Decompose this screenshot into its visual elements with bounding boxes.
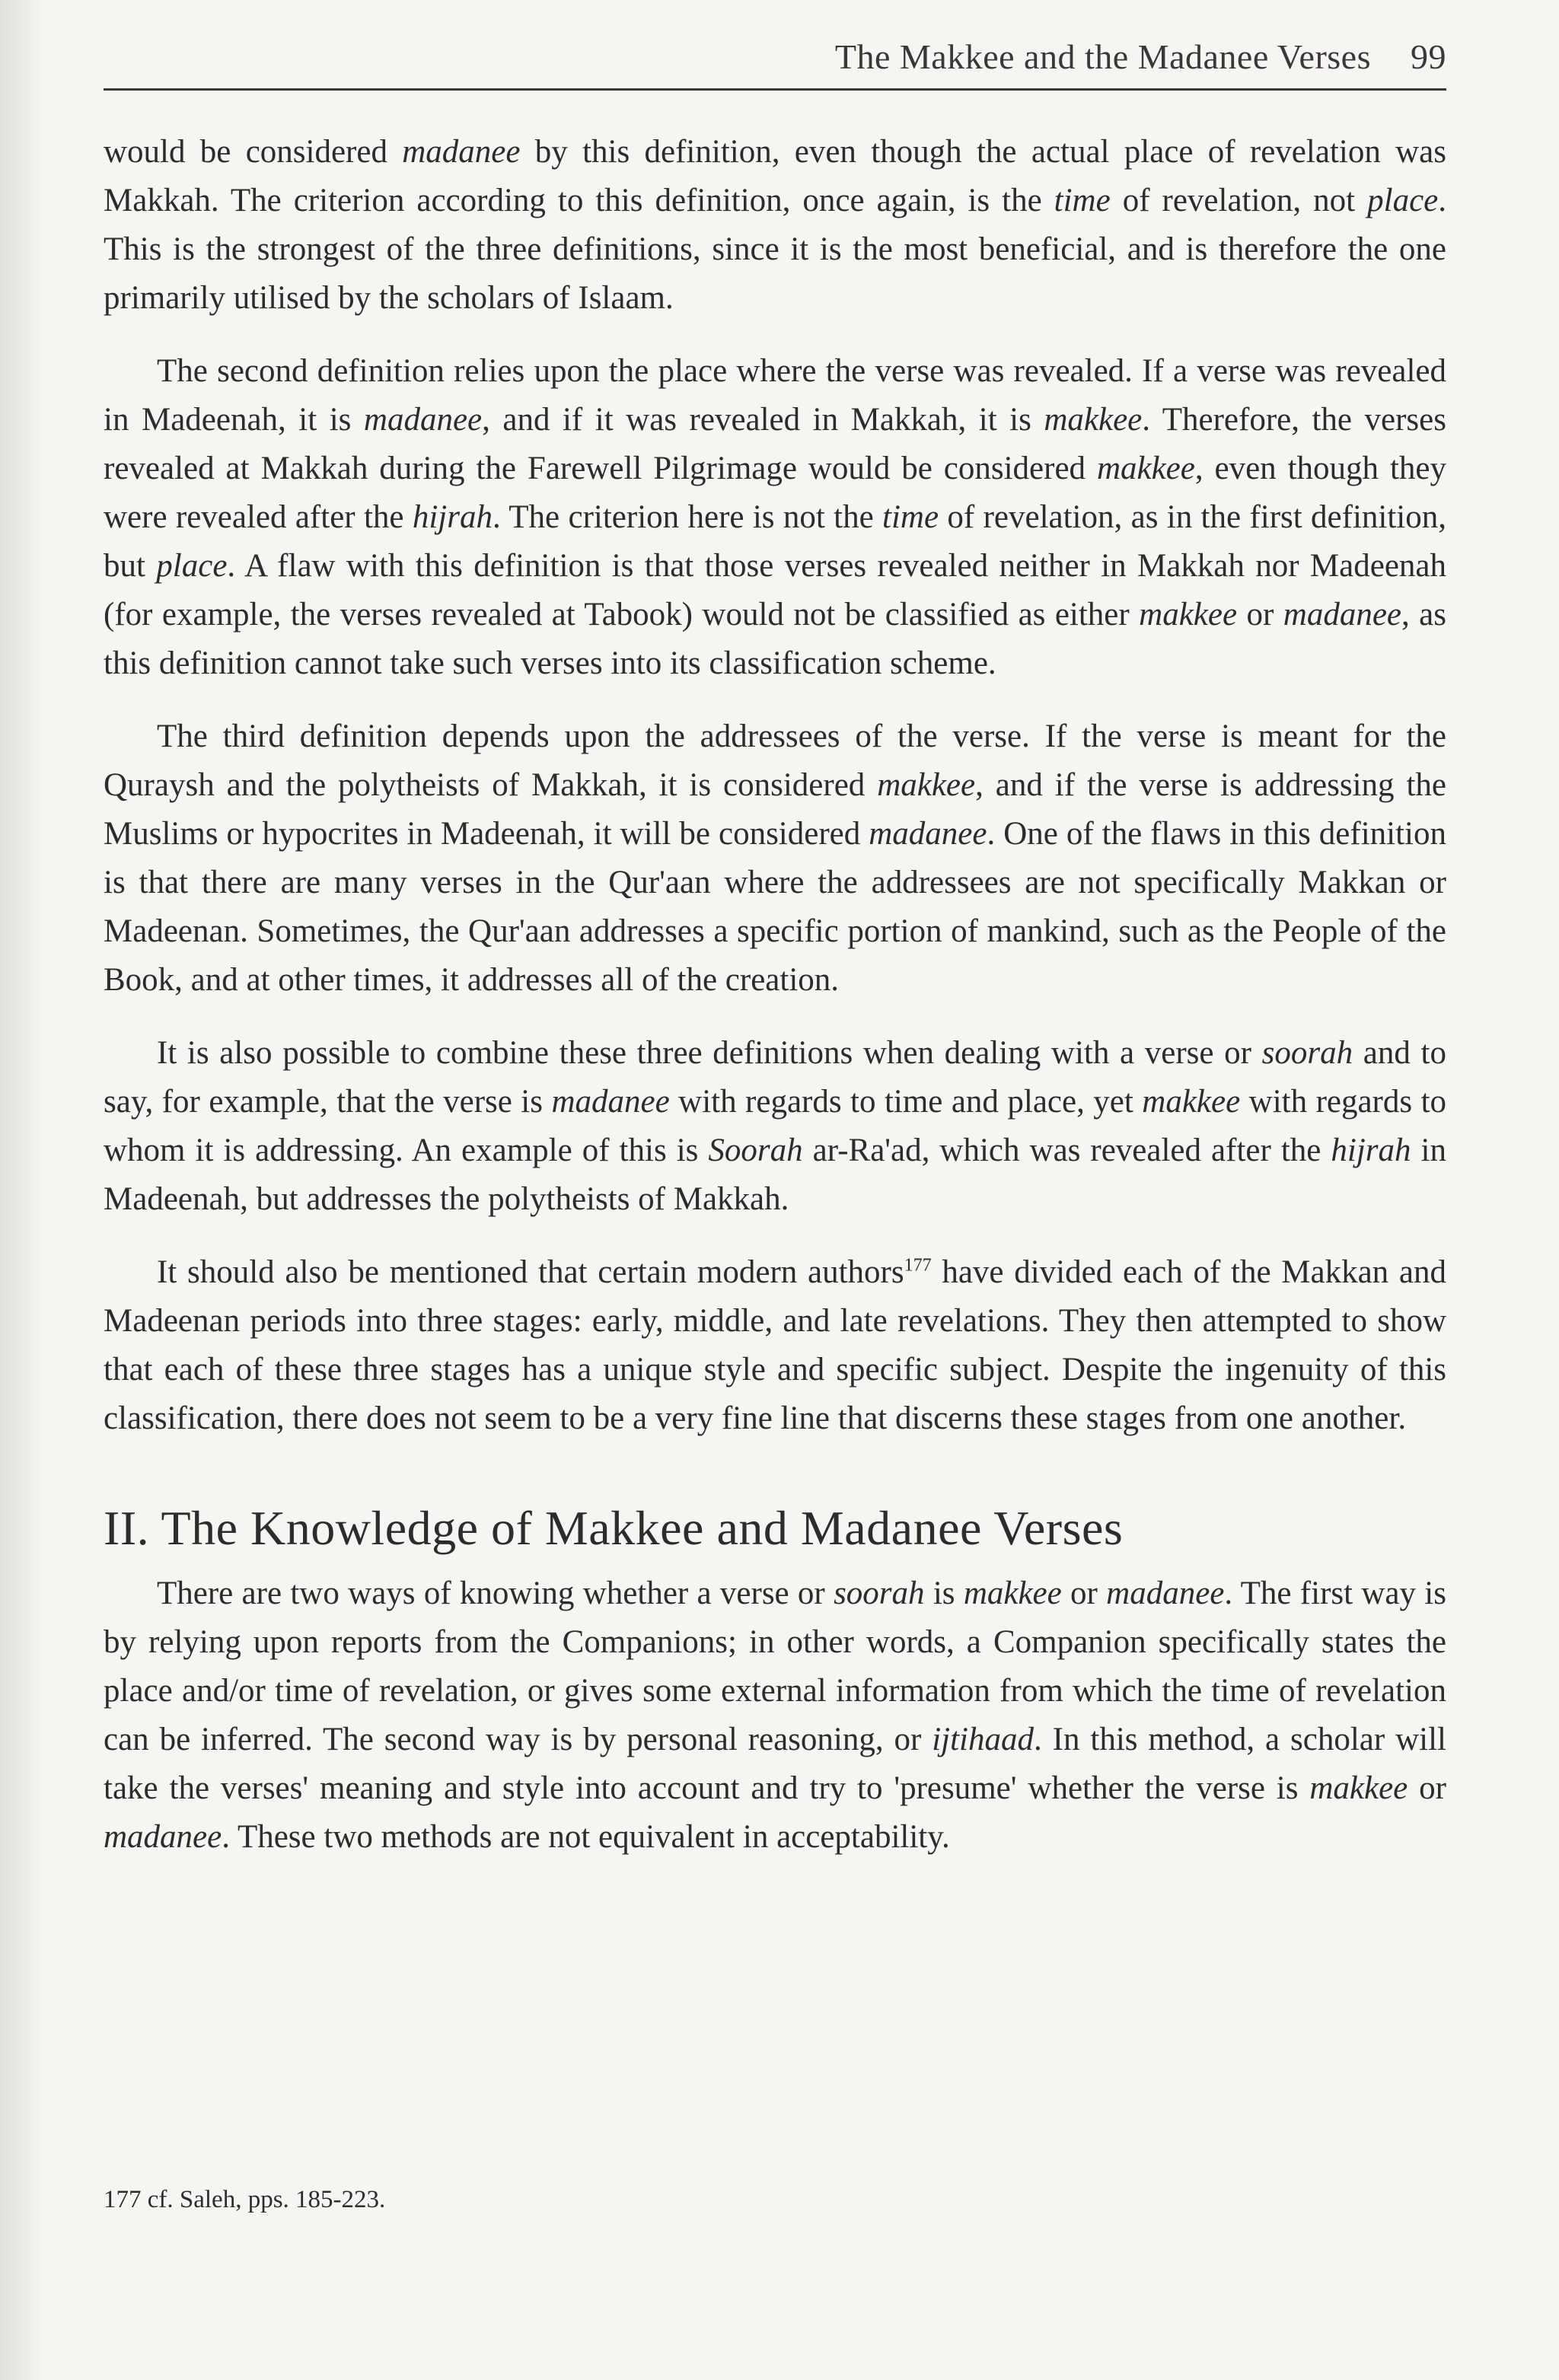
- italic-term: madanee: [104, 1819, 222, 1855]
- text-run: . The first way is by relying upon reports from the Companions; in other words, a Companion specifically states the place and/or time of revelation, or gives some external information from which the time of revelation can be inferred. The second way is by personal reasoning, or: [104, 1576, 1446, 1757]
- italic-term: place: [156, 548, 228, 584]
- text-run: , as this definition cannot take such verses into its classification scheme.: [104, 597, 1447, 681]
- text-run: and to say, for example, that the verse is: [104, 1035, 1446, 1120]
- italic-term: madanee: [1106, 1576, 1225, 1611]
- italic-term: madanee: [551, 1084, 670, 1120]
- paragraph-third-definition: [104, 712, 1446, 1005]
- text-run: or: [1061, 1576, 1107, 1611]
- text-run: with regards to whom it is addressing. An example of this is: [104, 1084, 1447, 1168]
- paragraph-knowledge-methods: [104, 1569, 1446, 1862]
- text-run: by this definition, even though the actual place of revelation was Makkah. The criterion according to this definition, once again, is the: [104, 134, 1446, 218]
- section-heading: II. The Knowledge of Makkee and Madanee Verses: [104, 1501, 1124, 1555]
- text-run: . A flaw with this definition is that those verses revealed neither in Makkah nor Madeenah (for example, the verses revealed at Tabook) would not be classified as either: [104, 548, 1446, 632]
- text-run: , and if it was revealed in Makkah, it is: [482, 402, 1044, 438]
- text-run: . These two methods are not equivalent in acceptability.: [222, 1819, 950, 1855]
- italic-term: time: [882, 499, 939, 535]
- text-run: or: [1408, 1770, 1446, 1806]
- text-run: ar-Ra'ad, which was revealed after the: [802, 1133, 1331, 1168]
- text-run: is: [924, 1576, 964, 1611]
- italic-term: hijrah: [1331, 1133, 1411, 1168]
- italic-term: madanee: [1283, 597, 1401, 632]
- text-run: . Therefore, the verses revealed at Makkah during the Farewell Pilgrimage would be considered: [104, 402, 1446, 486]
- page-body: [104, 128, 1446, 1886]
- italic-term: hijrah: [412, 499, 493, 535]
- italic-term: makkee: [1142, 1084, 1241, 1120]
- italic-term: makkee: [1096, 451, 1195, 486]
- text-run: of revelation, as in the first definition, but: [104, 499, 1446, 584]
- text-run: of revelation, not: [1110, 183, 1368, 218]
- italic-term: madanee: [869, 816, 987, 852]
- footnote-reference: 177: [904, 1255, 932, 1276]
- italic-term: soorah: [834, 1576, 925, 1611]
- text-run: with regards to time and place, yet: [669, 1084, 1143, 1120]
- text-run: would be considered: [104, 134, 403, 170]
- text-run: have divided each of the Makkan and Madeenan periods into three stages: early, middle, and late revelations. They then attempted to show that each of these three stages has a unique style and specific subject. Despite the ingenuity of this classification, there does not seem to be a very fine line that discerns these stages from one another.: [104, 1254, 1446, 1436]
- text-run: The second definition relies upon the place where the verse was revealed. If a verse was revealed in Madeenah, it is: [104, 353, 1446, 438]
- italic-term: makkee: [1309, 1770, 1408, 1806]
- italic-term: madanee: [363, 402, 483, 438]
- text-run: . The criterion here is not the: [492, 499, 883, 535]
- paragraph-modern-authors: [104, 1248, 1446, 1443]
- italic-term: makkee: [1139, 597, 1238, 632]
- page-number: 99: [1411, 37, 1446, 76]
- italic-term: soorah: [1261, 1035, 1353, 1071]
- text-run: , even though they were revealed after the: [104, 451, 1446, 535]
- italic-term: Soorah: [708, 1133, 803, 1168]
- text-run: or: [1237, 597, 1283, 632]
- footnote: 177 cf. Saleh, pps. 185-223.: [104, 2186, 386, 2213]
- italic-term: ijtihaad: [932, 1722, 1035, 1757]
- italic-term: makkee: [877, 767, 976, 803]
- text-run: There are two ways of knowing whether a verse or: [157, 1576, 834, 1611]
- header-rule: [104, 88, 1446, 91]
- paragraph-second-definition: [104, 347, 1446, 688]
- paragraph-continued: [104, 128, 1446, 323]
- italic-term: place: [1367, 183, 1439, 218]
- paragraph-combined-definitions: [104, 1029, 1446, 1224]
- running-title: The Makkee and the Madanee Verses: [834, 37, 1371, 76]
- italic-term: time: [1054, 183, 1111, 218]
- text-run: The third definition depends upon the addressees of the verse. If the verse is meant for the Quraysh and the polytheists of Makkah, it is considered: [104, 718, 1446, 803]
- text-run: . In this method, a scholar will take the verses' meaning and style into account and try to 'presume' whether the verse is: [104, 1722, 1447, 1806]
- running-header: [104, 37, 1446, 77]
- italic-term: makkee: [1044, 402, 1143, 438]
- text-run: in Madeenah, but addresses the polytheists of Makkah.: [104, 1133, 1446, 1217]
- italic-term: makkee: [963, 1576, 1062, 1611]
- text-run: , and if the verse is addressing the Muslims or hypocrites in Madeenah, it will be considered: [104, 767, 1446, 852]
- italic-term: madanee: [402, 134, 521, 170]
- text-run: It is also possible to combine these three definitions when dealing with a verse or: [157, 1035, 1262, 1071]
- text-run: . One of the flaws in this definition is that there are many verses in the Qur'aan where the addressees are not specifically Makkan or Madeenan. Sometimes, the Qur'aan addresses a specific portion of mankind, such as the People of the Book, and at other times, it addresses all of the creation.: [104, 816, 1446, 998]
- text-run: . This is the strongest of the three definitions, since it is the most beneficial, and is therefore the one primarily utilised by the scholars of Islaam.: [104, 183, 1447, 316]
- page-gutter-shadow: [0, 0, 46, 2380]
- text-run: It should also be mentioned that certain modern authors: [157, 1254, 904, 1290]
